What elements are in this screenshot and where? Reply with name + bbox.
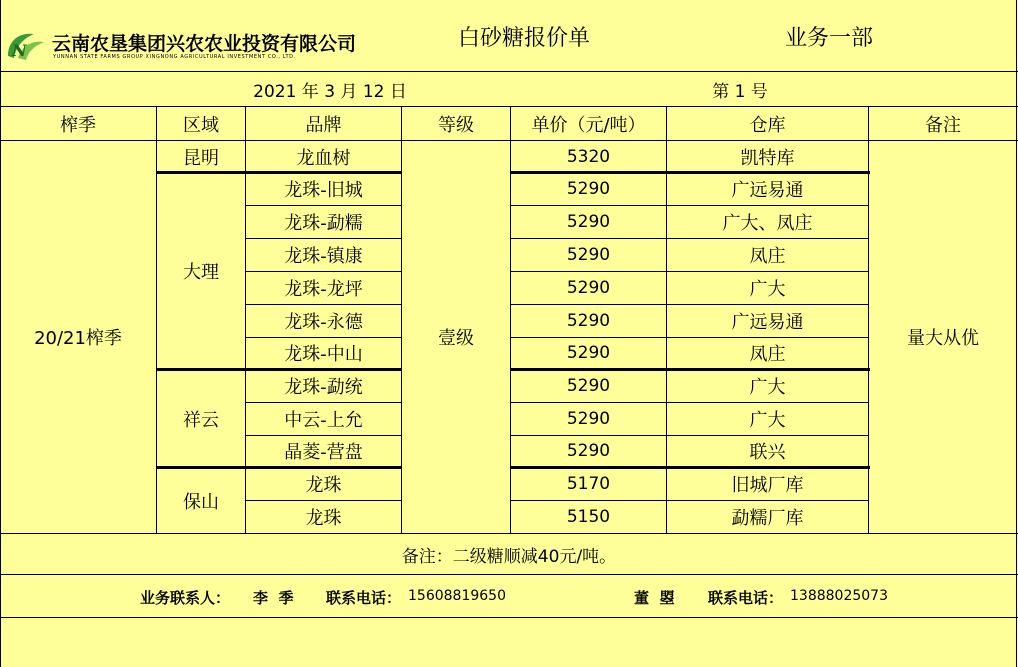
price-cell: 5170 — [566, 474, 611, 494]
page-title: 白砂糖报价单 — [458, 26, 591, 51]
company-name: 云南农垦集团兴农农业投资有限公司 — [52, 33, 357, 55]
phone-number-1: 15608819650 — [408, 588, 506, 604]
contact-person-2: 董 曌 — [634, 589, 675, 607]
divider — [0, 71, 1018, 72]
remark-cell: 量大从优 — [907, 328, 979, 349]
footer-note: 备注：二级糖顺减40元/吨。 — [401, 546, 617, 567]
divider — [0, 617, 1018, 618]
column-header-brand: 品牌 — [305, 114, 342, 136]
contact-person-1: 李 季 — [253, 589, 294, 607]
column-header-price: 单价（元/吨） — [531, 114, 646, 136]
brand-cell: 龙珠-旧城 — [284, 180, 363, 201]
warehouse-cell: 广大、凤庄 — [722, 213, 813, 234]
region-cell: 祥云 — [183, 409, 219, 431]
brand-cell: 龙珠 — [305, 508, 342, 529]
warehouse-cell: 广大 — [749, 377, 786, 398]
warehouse-cell: 勐糯厂库 — [731, 508, 804, 529]
brand-cell: 龙珠-中山 — [284, 344, 363, 365]
quote-date: 2021 年 3 月 12 日 — [253, 81, 407, 102]
warehouse-cell: 广大 — [749, 279, 786, 300]
price-cell: 5290 — [566, 409, 611, 429]
price-cell: 5320 — [566, 146, 611, 167]
price-cell: 5290 — [566, 376, 611, 396]
brand-cell: 龙血树 — [296, 147, 351, 169]
quote-number: 第 1 号 — [712, 81, 768, 102]
price-cell: 5290 — [566, 441, 611, 461]
region-cell: 昆明 — [183, 147, 219, 169]
brand-cell: 龙珠 — [305, 475, 342, 496]
warehouse-cell: 凯特库 — [740, 147, 795, 169]
column-header-grade: 等级 — [438, 114, 474, 136]
department-label: 业务一部 — [785, 26, 874, 51]
brand-cell: 中云-上允 — [284, 410, 363, 431]
brand-cell: 龙珠-镇康 — [284, 246, 363, 267]
season-cell: 20/21榨季 — [34, 328, 122, 349]
warehouse-cell: 凤庄 — [749, 246, 786, 267]
column-header-season: 榨季 — [60, 114, 96, 136]
brand-cell: 晶菱-营盘 — [284, 442, 363, 463]
warehouse-cell: 凤庄 — [749, 344, 786, 365]
brand-cell: 龙珠-永德 — [284, 312, 363, 333]
brand-cell: 龙珠-勐统 — [284, 377, 363, 398]
brand-cell: 龙珠-勐糯 — [284, 213, 363, 234]
svg-text:N: N — [12, 41, 27, 60]
price-cell: 5290 — [566, 311, 611, 331]
price-cell: 5290 — [566, 245, 611, 265]
phone-label-2: 联系电话： — [708, 589, 784, 607]
divider — [0, 574, 1018, 575]
grade-cell: 壹级 — [438, 328, 474, 349]
region-cell: 保山 — [183, 491, 219, 513]
price-cell: 5290 — [566, 212, 611, 232]
column-header-warehouse: 仓库 — [749, 114, 786, 136]
warehouse-cell: 旧城厂库 — [731, 475, 804, 496]
contact-label: 业务联系人： — [140, 589, 231, 607]
column-header-remark: 备注 — [925, 114, 961, 136]
warehouse-cell: 广远易通 — [731, 312, 804, 333]
phone-label-1: 联系电话： — [326, 589, 402, 607]
price-cell: 5290 — [566, 343, 611, 363]
region-cell: 大理 — [183, 262, 219, 283]
warehouse-cell: 广远易通 — [731, 180, 804, 201]
price-cell: 5290 — [566, 179, 611, 199]
company-english-name: YUNNAN STATE FARMS GROUP XINGNONG AGRICULTURAL INVESTMENT CO., LTD. — [53, 54, 296, 60]
price-cell: 5150 — [566, 507, 611, 527]
brand-cell: 龙珠-龙坪 — [284, 279, 363, 300]
column-header-region: 区域 — [183, 114, 219, 136]
company-logo — [4, 26, 48, 62]
warehouse-cell: 联兴 — [749, 442, 786, 463]
price-cell: 5290 — [566, 278, 611, 298]
warehouse-cell: 广大 — [749, 410, 786, 431]
phone-number-2: 13888025073 — [790, 588, 888, 604]
